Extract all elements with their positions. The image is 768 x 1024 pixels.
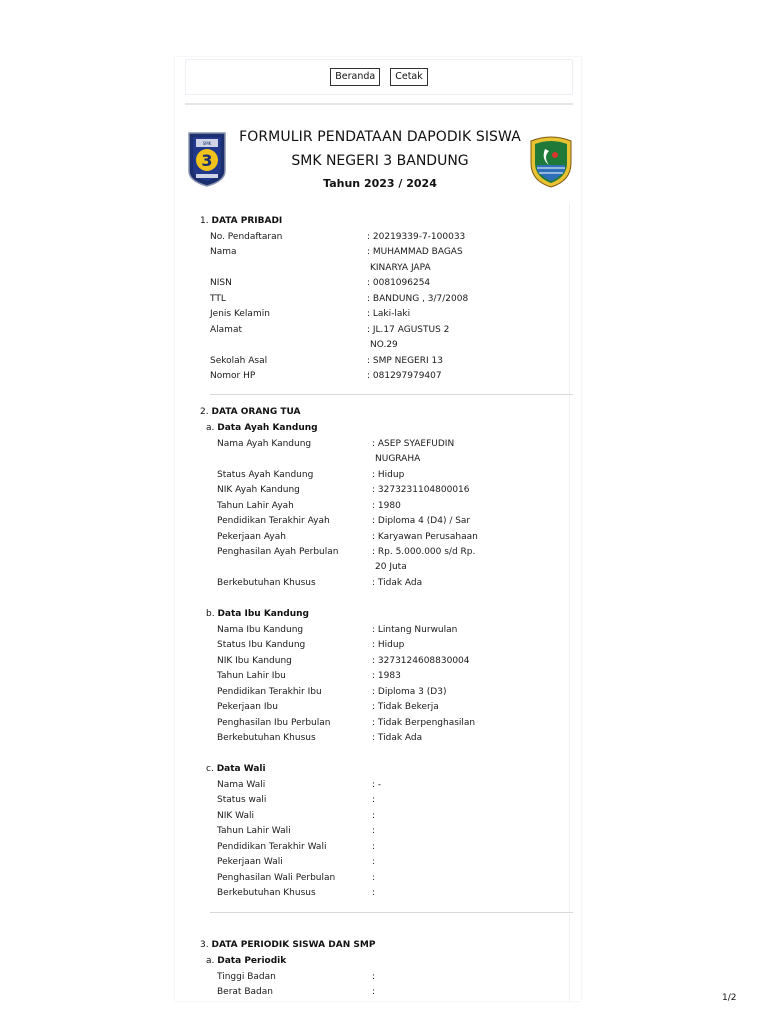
field-value: : 081297979407 — [367, 371, 442, 381]
field-label: Berkebutuhan Khusus — [217, 888, 316, 898]
field-label: Berkebutuhan Khusus — [217, 578, 316, 588]
field-label: NIK Wali — [217, 811, 254, 821]
field-value: : BANDUNG , 3/7/2008 — [367, 294, 469, 304]
field-value: : Lintang Nurwulan — [372, 625, 458, 635]
field-label: Jenis Kelamin — [210, 309, 270, 319]
field-value: : Laki-laki — [367, 309, 411, 319]
field-label: NISN — [210, 278, 232, 288]
field-value: : — [372, 888, 376, 898]
field-value: : Tidak Ada — [372, 733, 423, 743]
field-label: Pendidikan Terakhir Wali — [217, 842, 327, 852]
field-label: Nama Ayah Kandung — [217, 439, 312, 449]
field-value: : — [372, 811, 376, 821]
field-value: : ASEP SYAEFUDIN — [372, 439, 455, 449]
home-button[interactable]: Beranda — [330, 68, 380, 86]
form-title: FORMULIR PENDATAAN DAPODIK SISWA — [239, 129, 521, 145]
academic-year: Tahun 2023 / 2024 — [323, 177, 437, 190]
toolbar — [185, 59, 573, 95]
subsection-title: c. Data Wali — [206, 764, 266, 774]
field-label: Tahun Lahir Ibu — [217, 671, 286, 681]
section-title: 2. DATA ORANG TUA — [200, 407, 301, 417]
section-title: 1. DATA PRIBADI — [200, 216, 283, 226]
field-value: : — [372, 826, 376, 836]
page-number: 1/2 — [722, 993, 737, 1003]
field-value: : Tidak Ada — [372, 578, 423, 588]
form-sheet — [175, 57, 581, 1001]
toolbar-divider — [185, 103, 573, 105]
field-value: : 0081096254 — [367, 278, 431, 288]
field-value-continued: KINARYA JAPA — [370, 263, 431, 273]
field-value: : Tidak Bekerja — [372, 702, 439, 712]
field-label: No. Pendaftaran — [210, 232, 283, 242]
field-value: : 3273124608830004 — [372, 656, 470, 666]
svg-text:3: 3 — [201, 151, 213, 170]
field-value-continued: NUGRAHA — [375, 454, 421, 464]
field-value: : 20219339-7-100033 — [367, 232, 466, 242]
field-value: : Tidak Berpenghasilan — [372, 718, 476, 728]
svg-text:SMK: SMK — [202, 141, 212, 146]
field-label: Pekerjaan Wali — [217, 857, 283, 867]
field-value: : — [372, 873, 376, 883]
field-label: Nama Wali — [217, 780, 266, 790]
field-label: Pekerjaan Ibu — [217, 702, 278, 712]
field-label: Penghasilan Ayah Perbulan — [217, 547, 339, 557]
field-label: Pekerjaan Ayah — [217, 532, 286, 542]
field-label: Nomor HP — [210, 371, 256, 381]
field-label: Pendidikan Terakhir Ibu — [217, 687, 322, 697]
school-logo — [187, 131, 227, 191]
section-divider — [210, 912, 573, 913]
field-value: : Hidup — [372, 640, 405, 650]
field-label: Berat Badan — [217, 987, 273, 997]
field-value-continued: NO.29 — [370, 340, 398, 350]
form-header — [230, 129, 530, 199]
field-label: Status Ibu Kandung — [217, 640, 306, 650]
field-value: : Rp. 5.000.000 s/d Rp. — [372, 547, 476, 557]
field-value: : Diploma 3 (D3) — [372, 687, 447, 697]
field-value-continued: 20 Juta — [375, 562, 407, 572]
field-label: Nama — [210, 247, 237, 257]
print-button[interactable]: Cetak — [390, 68, 428, 86]
subsection-title: a. Data Ayah Kandung — [206, 423, 318, 433]
field-label: NIK Ibu Kandung — [217, 656, 292, 666]
field-label: Tahun Lahir Wali — [217, 826, 291, 836]
field-label: Status wali — [217, 795, 267, 805]
subsection-title: a. Data Periodik — [206, 956, 287, 966]
field-value: : MUHAMMAD BAGAS — [367, 247, 463, 257]
field-label: Tinggi Badan — [217, 972, 276, 982]
field-value: : — [372, 842, 376, 852]
field-value: : — [372, 987, 376, 997]
field-value: : — [372, 857, 376, 867]
field-label: TTL — [210, 294, 226, 304]
field-label: Alamat — [210, 325, 242, 335]
province-emblem — [527, 135, 575, 193]
field-value: : 3273231104800016 — [372, 485, 470, 495]
field-label: Penghasilan Wali Perbulan — [217, 873, 336, 883]
field-value: : - — [372, 780, 382, 790]
field-value: : JL.17 AGUSTUS 2 — [367, 325, 450, 335]
field-value: : Hidup — [372, 470, 405, 480]
field-label: Tahun Lahir Ayah — [217, 501, 294, 511]
section-title: 3. DATA PERIODIK SISWA DAN SMP — [200, 940, 376, 950]
section-divider — [210, 394, 573, 395]
field-label: Penghasilan Ibu Perbulan — [217, 718, 331, 728]
field-label: Nama Ibu Kandung — [217, 625, 304, 635]
field-value: : — [372, 795, 376, 805]
field-label: Berkebutuhan Khusus — [217, 733, 316, 743]
field-value: : — [372, 972, 376, 982]
field-label: NIK Ayah Kandung — [217, 485, 300, 495]
field-value: : Diploma 4 (D4) / Sar — [372, 516, 471, 526]
field-label: Status Ayah Kandung — [217, 470, 314, 480]
field-label: Sekolah Asal — [210, 356, 268, 366]
content-right-border — [569, 203, 570, 1001]
field-label: Pendidikan Terakhir Ayah — [217, 516, 330, 526]
field-value: : SMP NEGERI 13 — [367, 356, 443, 366]
field-value: : 1983 — [372, 671, 401, 681]
subsection-title: b. Data Ibu Kandung — [206, 609, 309, 619]
school-name: SMK NEGERI 3 BANDUNG — [291, 153, 469, 169]
field-value: : Karyawan Perusahaan — [372, 532, 478, 542]
field-value: : 1980 — [372, 501, 401, 511]
